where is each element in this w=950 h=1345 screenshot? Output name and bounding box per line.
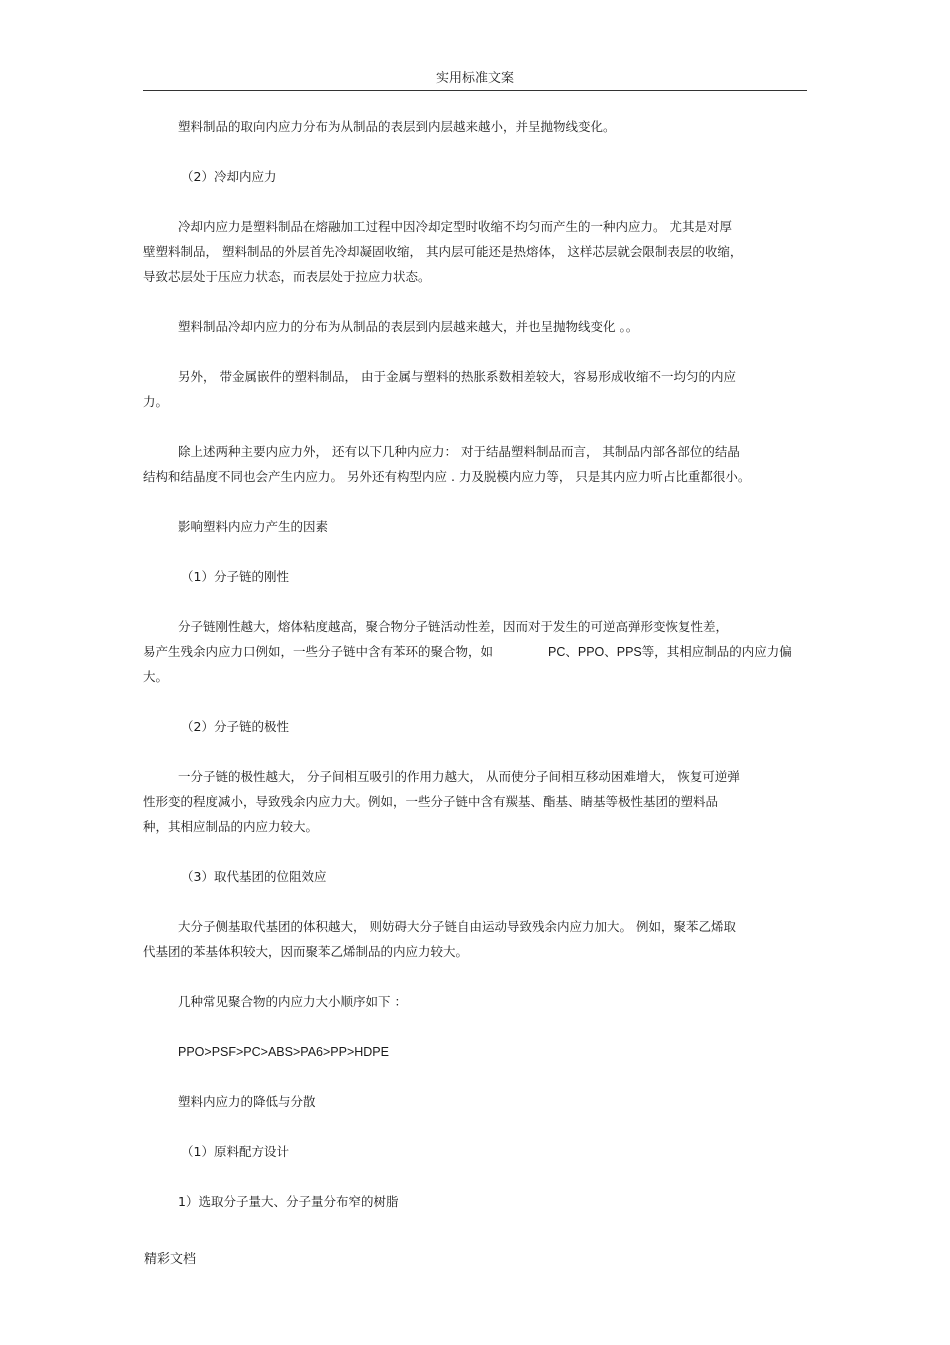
page-header-title: 实用标准文案	[435, 71, 514, 86]
heading-chain-polarity: （2）分子链的极性	[181, 719, 289, 734]
paragraph-metal-insert-line-1: 另外， 带金属嵌件的塑料制品， 由于金属与塑料的热胀系数相差较大，容易形成收缩不一均匀的内应	[178, 369, 736, 384]
paragraph-rigidity-line-1: 分子链刚性越大，熔体粘度越高，聚合物分子链活动性差，因而对于发生的可逆高弹形变恢复性差，	[178, 619, 729, 634]
heading-cooling-stress: （2）冷却内应力	[181, 169, 277, 184]
header-divider	[143, 90, 807, 91]
polymer-stress-order: PPO>PSF>PC>ABS>PA6>PP>HDPE	[178, 1045, 389, 1059]
paragraph-steric-line-2: 代基团的苯基体积较大，因而聚苯乙烯制品的内应力较大。	[143, 944, 469, 959]
paragraph-rigidity-line-2a: 易产生残余内应力口例如，一些分子链中含有苯环的聚合物，如	[143, 644, 494, 659]
paragraph-other-stress-line-2: 结构和结晶度不同也会产生内应力。 另外还有构型内应 . 力及脱模内应力等， 只是其内应力听占比重都很小。	[143, 469, 751, 484]
paragraph-cooling-distribution: 塑料制品冷却内应力的分布为从制品的表层到内层越来越大，并也呈抛物线变化 。。	[178, 319, 639, 334]
heading-formula-design: （1）原料配方设计	[181, 1144, 289, 1159]
heading-chain-rigidity: （1）分子链的刚性	[181, 569, 289, 584]
paragraph-metal-insert-line-2: 力。	[143, 394, 169, 409]
paragraph-other-stress-line-1: 除上述两种主要内应力外， 还有以下几种内应力： 对于结晶塑料制品而言， 其制品内部各部位的结晶	[178, 444, 740, 459]
paragraph-steric-line-1: 大分子侧基取代基团的体积越大， 则妨碍大分子链自由运动导致残余内应力加大。 例如，聚苯乙烯取	[178, 919, 736, 934]
heading-influencing-factors: 影响塑料内应力产生的因素	[178, 519, 329, 534]
paragraph-polarity-line-1: 一分子链的极性越大， 分子间相互吸引的作用力越大， 从而使分子间相互移动困难增大， 恢复可逆弹	[178, 769, 740, 784]
paragraph-polarity-line-2: 性形变的程度减小，导致残余内应力大。例如，一些分子链中含有羰基、酯基、睛基等极性基团的塑料品	[143, 794, 719, 809]
paragraph-rigidity-line-2b: PC、PPO、PPS等，其相应制品的内应力偏	[548, 645, 792, 659]
page-footer: 精彩文档	[144, 1252, 197, 1267]
heading-steric-effect: （3）取代基团的位阻效应	[181, 869, 327, 884]
paragraph-rigidity-line-3: 大。	[143, 669, 169, 684]
heading-reduce-disperse: 塑料内应力的降低与分散	[178, 1094, 316, 1109]
paragraph-orientation-distribution: 塑料制品的取向内应力分布为从制品的表层到内层越来越小，并呈抛物线变化。	[178, 119, 616, 134]
paragraph-cooling-line-1: 冷却内应力是塑料制品在熔融加工过程中因冷却定型时收缩不均匀而产生的一种内应力。 尤其是对厚	[178, 219, 732, 234]
list-item-resin-selection: 1）选取分子量大、分子量分布窄的树脂	[178, 1194, 399, 1209]
paragraph-cooling-line-3: 导致芯层处于压应力状态，而表层处于拉应力状态。	[143, 269, 431, 284]
paragraph-polarity-line-3: 种，其相应制品的内应力较大。	[143, 819, 319, 834]
paragraph-stress-order-intro: 几种常见聚合物的内应力大小顺序如下 ：	[178, 994, 407, 1009]
paragraph-cooling-line-2: 壁塑料制品， 塑料制品的外层首先冷却凝固收缩， 其内层可能还是热熔体， 这样芯层就会限制表层的收缩，	[143, 244, 743, 259]
